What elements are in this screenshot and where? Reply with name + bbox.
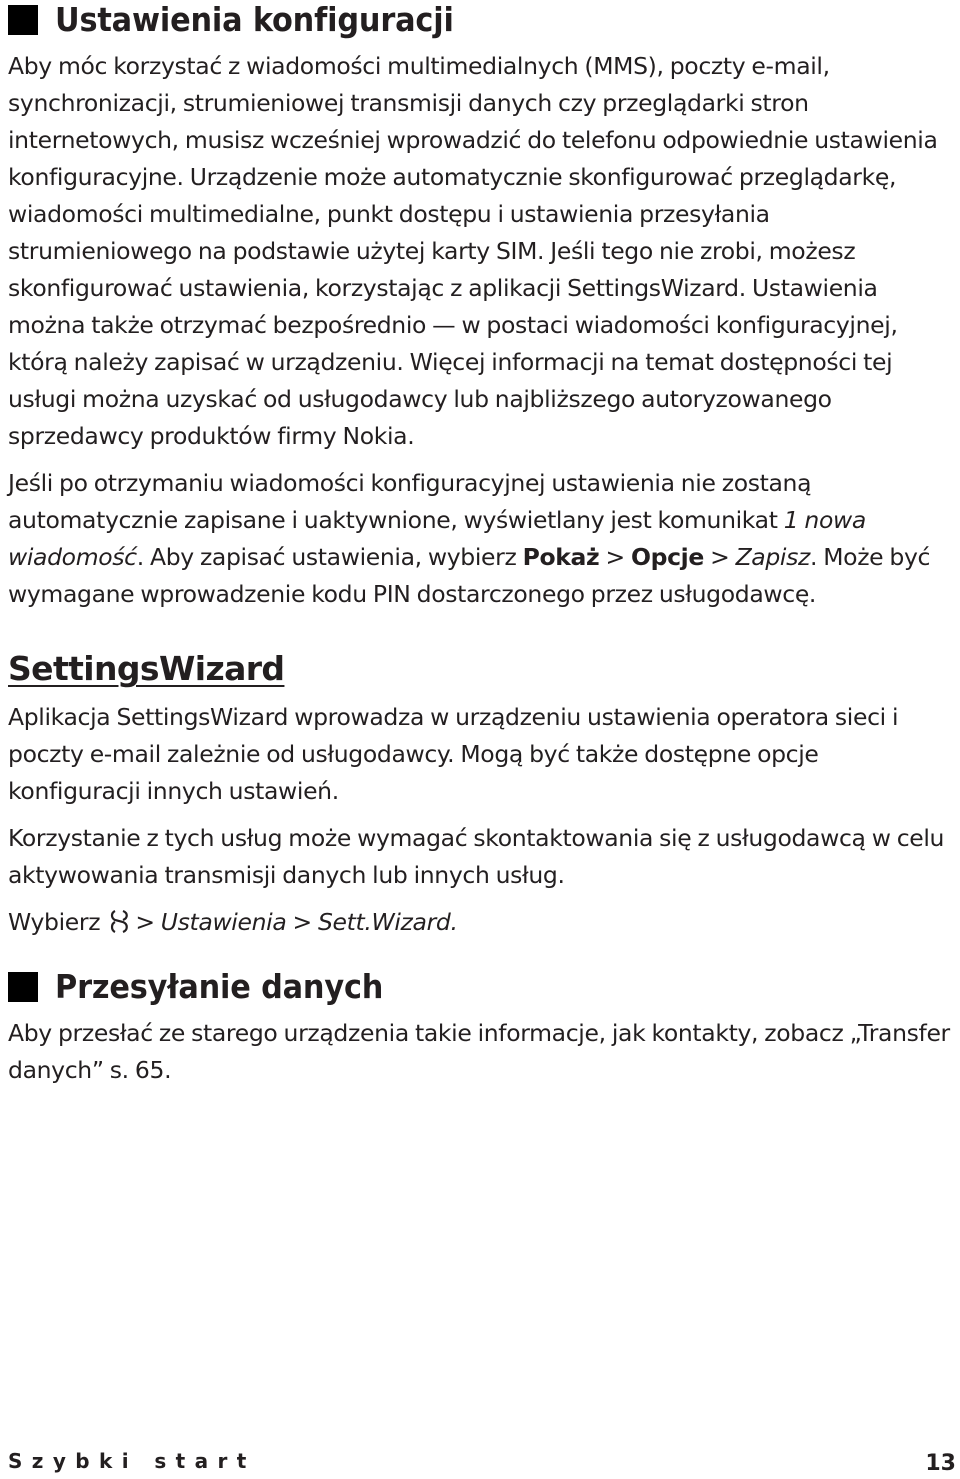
heading-text: Ustawienia konfiguracji xyxy=(55,0,454,39)
menu-item-settwizard: Sett.Wizard xyxy=(317,908,451,936)
heading-data-transfer xyxy=(8,967,953,1007)
footer-section-title: Szybki start xyxy=(8,1449,256,1473)
section-bullet-icon xyxy=(8,5,38,35)
message-text: 1 nowa wiadomość xyxy=(8,506,866,571)
command-save: Zapisz xyxy=(735,543,810,571)
heading-text: Przesyłanie danych xyxy=(55,967,384,1006)
command-show: Pokaż xyxy=(522,543,600,571)
paragraph-wizard-path: Wybierz > Ustawienia > Sett.Wizard. xyxy=(8,908,458,936)
paragraph-wizard-services: Korzystanie z tych usług może wymagać skontaktowania się z usługodawcą w celu aktywowania transmisji danych lub innych usług. xyxy=(8,824,945,889)
command-options: Opcje xyxy=(630,543,704,571)
paragraph-wizard-intro: Aplikacja SettingsWizard wprowadza w urządzeniu ustawienia operatora sieci i poczty e-mail zależnie od usługodawcy. Mogą być także dostępne opcje konfiguracji innych ustawień. xyxy=(8,703,899,805)
heading-settingswizard: SettingsWizard xyxy=(8,649,285,688)
menu-item-settings: Ustawienia xyxy=(160,908,287,936)
paragraph-data-transfer: Aby przesłać ze starego urządzenia takie informacje, jak kontakty, zobacz „Transfer danych” s. 65. xyxy=(8,1019,950,1084)
paragraph-config-intro: Aby móc korzystać z wiadomości multimedialnych (MMS), poczty e-mail, synchronizacji, strumieniowej transmisji danych czy przeglądarki stron internetowych, musisz wcześniej wprowadzić do telefonu odpowiednie ustawienia konfiguracyjne. Urządzenie może automatycznie skonfigurować przeglądarkę, wiadomości multimedialne, punkt dostępu i ustawienia przesyłania strumieniowego na podstawie użytej karty SIM. Jeśli tego nie zrobi, możesz skonfigurować ustawienia, korzystając z aplikacji SettingsWizard. Ustawienia można także otrzymać bezpośrednio — w postaci wiadomości konfiguracyjnej, którą należy zapisać w urządzeniu. Więcej informacji na temat dostępności tej usługi można uzyskać od usługodawcy lub najbliższego autoryzowanego sprzedawcy produktów firmy Nokia. xyxy=(8,52,938,450)
document-page xyxy=(8,0,953,1089)
footer-page-number: 13 xyxy=(925,1451,956,1476)
section-bullet-icon xyxy=(8,972,38,1002)
paragraph-config-message: Jeśli po otrzymaniu wiadomości konfiguracyjnej ustawienia nie zostaną automatycznie zapisane i uaktywnione, wyświetlany jest komunikat 1 nowa wiadomość. Aby zapisać ustawienia, wybierz Pokaż > Opcje > Zapisz. Może być wymagane wprowadzenie kodu PIN dostarczonego przez usługodawcę. xyxy=(8,469,931,608)
heading-configuration-settings xyxy=(8,0,953,40)
menu-key-icon xyxy=(109,908,131,934)
